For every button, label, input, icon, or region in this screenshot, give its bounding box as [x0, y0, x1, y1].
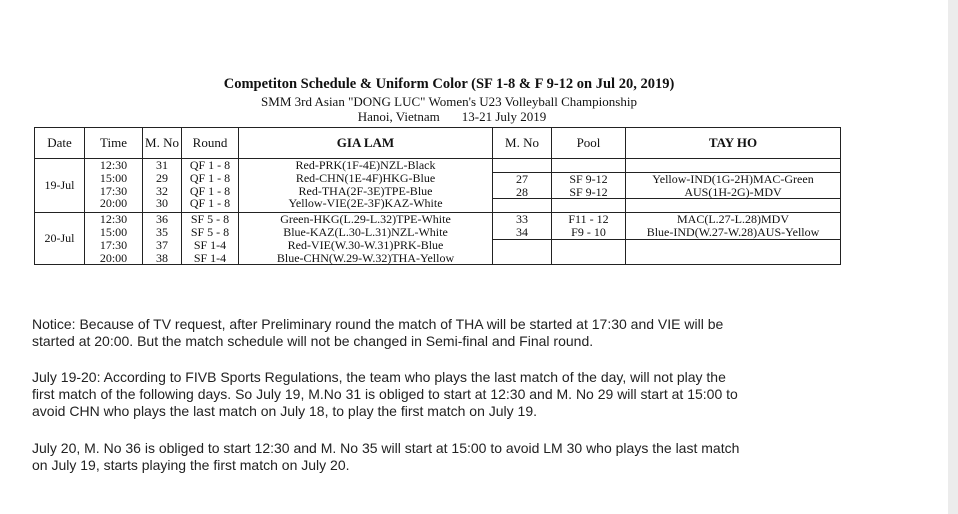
tay-ho-pool: F11 - 12 F9 - 10 [552, 213, 626, 240]
tay-ho-pool [552, 239, 626, 265]
event-location: Hanoi, Vietnam [357, 109, 440, 124]
tay-ho-match [626, 199, 841, 213]
match-no-cell: 31 29 32 30 [143, 159, 182, 213]
match-no-cell: 36 35 37 38 [143, 213, 182, 265]
tay-ho-pool [552, 199, 626, 213]
notice-paragraph: Notice: Because of TV request, after Preliminary round the match of THA will be started at 17:30 and VIE will be started at 20:00. But the match schedule will not be changed in Semi-final and Final round. [32, 316, 724, 349]
tay-ho-mno [493, 159, 552, 173]
col-time: Time [85, 128, 143, 159]
round-cell: QF 1 - 8 QF 1 - 8 QF 1 - 8 QF 1 - 8 [182, 159, 239, 213]
gia-lam-cell: Green-HKG(L.29-L.32)TPE-White Blue-KAZ(L.30-L.31)NZL-White Red-VIE(W.30-W.31)PRK-Blue Blue-CHN(W.29-W.32)THA-Yellow [239, 213, 493, 265]
col-date: Date [35, 128, 85, 159]
round-cell: SF 5 - 8 SF 5 - 8 SF 1-4 SF 1-4 [182, 213, 239, 265]
tay-ho-match [626, 239, 841, 265]
col-round: Round [182, 128, 239, 159]
july20-paragraph: July 20, M. No 36 is obliged to start 12:30 and M. No 35 will start at 15:00 to avoid LM 30 who plays the last match on July 19, starts playing the first match on July 20. [32, 440, 740, 473]
col-tay-ho: TAY HO [626, 128, 841, 159]
tay-ho-mno [493, 199, 552, 213]
col-match-no: M. No [143, 128, 182, 159]
event-name: SMM 3rd Asian "DONG LUC" Women's U23 Volleyball Championship [261, 94, 637, 109]
col-gia-lam: GIA LAM [239, 128, 493, 159]
time-cell: 12:30 15:00 17:30 20:00 [85, 213, 143, 265]
page-edge [948, 0, 958, 514]
time-cell: 12:30 15:00 17:30 20:00 [85, 159, 143, 213]
tay-ho-match: Yellow-IND(1G-2H)MAC-Green AUS(1H-2G)-MDV [626, 172, 841, 199]
regulation-paragraph: July 19-20: According to FIVB Sports Regulations, the team who plays the last match of the day, will not play the first match of the following days. So July 19, M.No 31 is obliged to start at 12:30 and M. No 29 will start at 15:00 to avoid CHN who plays the last match on July 18, to play the first match on July 19. [32, 369, 738, 419]
tay-ho-mno: 33 34 [493, 213, 552, 240]
table-header-row [35, 128, 841, 159]
event-location-dates [0, 109, 931, 125]
col-pool: Pool [552, 128, 626, 159]
event-dates: 13-21 July 2019 [461, 109, 547, 124]
col-match-no-2: M. No [493, 128, 552, 159]
date-cell: 19-Jul [35, 159, 85, 213]
table-row [35, 159, 841, 173]
tay-ho-pool: SF 9-12 SF 9-12 [552, 172, 626, 199]
date-cell: 20-Jul [35, 213, 85, 265]
tay-ho-match: MAC(L.27-L.28)MDV Blue-IND(W.27-W.28)AUS-Yellow [626, 213, 841, 240]
tay-ho-pool [552, 159, 626, 173]
tay-ho-mno: 27 28 [493, 172, 552, 199]
schedule-table [34, 127, 841, 265]
gia-lam-cell: Red-PRK(1F-4E)NZL-Black Red-CHN(1E-4F)HKG-Blue Red-THA(2F-3E)TPE-Blue Yellow-VIE(2E-3F)KAZ-White [239, 159, 493, 213]
tay-ho-match [626, 159, 841, 173]
tay-ho-mno [493, 239, 552, 265]
document-title: Competiton Schedule & Uniform Color (SF 1-8 & F 9-12 on Jul 20, 2019) [223, 76, 675, 92]
